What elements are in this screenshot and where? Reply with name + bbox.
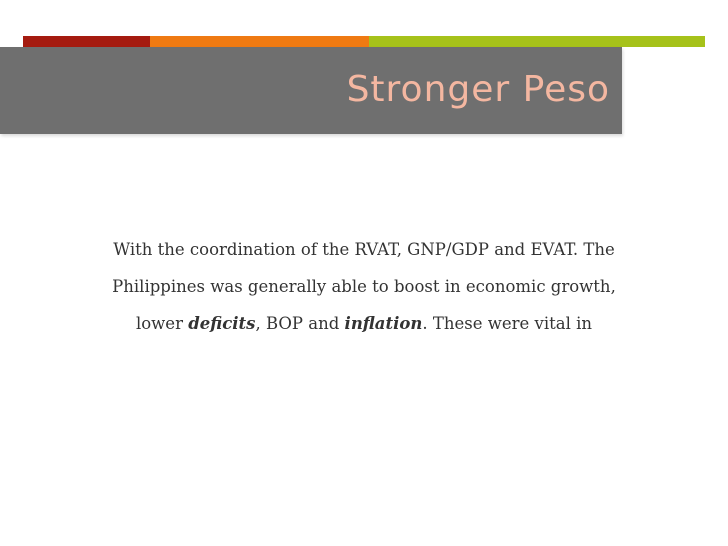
slide-body [70, 231, 658, 342]
body-line-3-suffix: . These were vital in [422, 314, 593, 333]
accent-bar-segment-red [23, 36, 150, 47]
accent-bar-segment-orange [150, 36, 369, 47]
body-line-3-prefix: lower [135, 314, 189, 333]
accent-bar-segment-green [369, 36, 705, 47]
body-line-1: With the coordination of the RVAT, GNP/GDP and EVAT. The [113, 240, 615, 259]
emphasis-deficits: deficits [188, 314, 256, 333]
body-line-2: Philippines was generally able to boost in economic growth, [112, 277, 616, 296]
title-band [0, 47, 622, 134]
slide-title: Stronger Peso [346, 69, 610, 110]
accent-bar [23, 36, 705, 47]
body-line-3-middle: , BOP and [255, 314, 345, 333]
emphasis-inflation: inflation [344, 314, 423, 333]
